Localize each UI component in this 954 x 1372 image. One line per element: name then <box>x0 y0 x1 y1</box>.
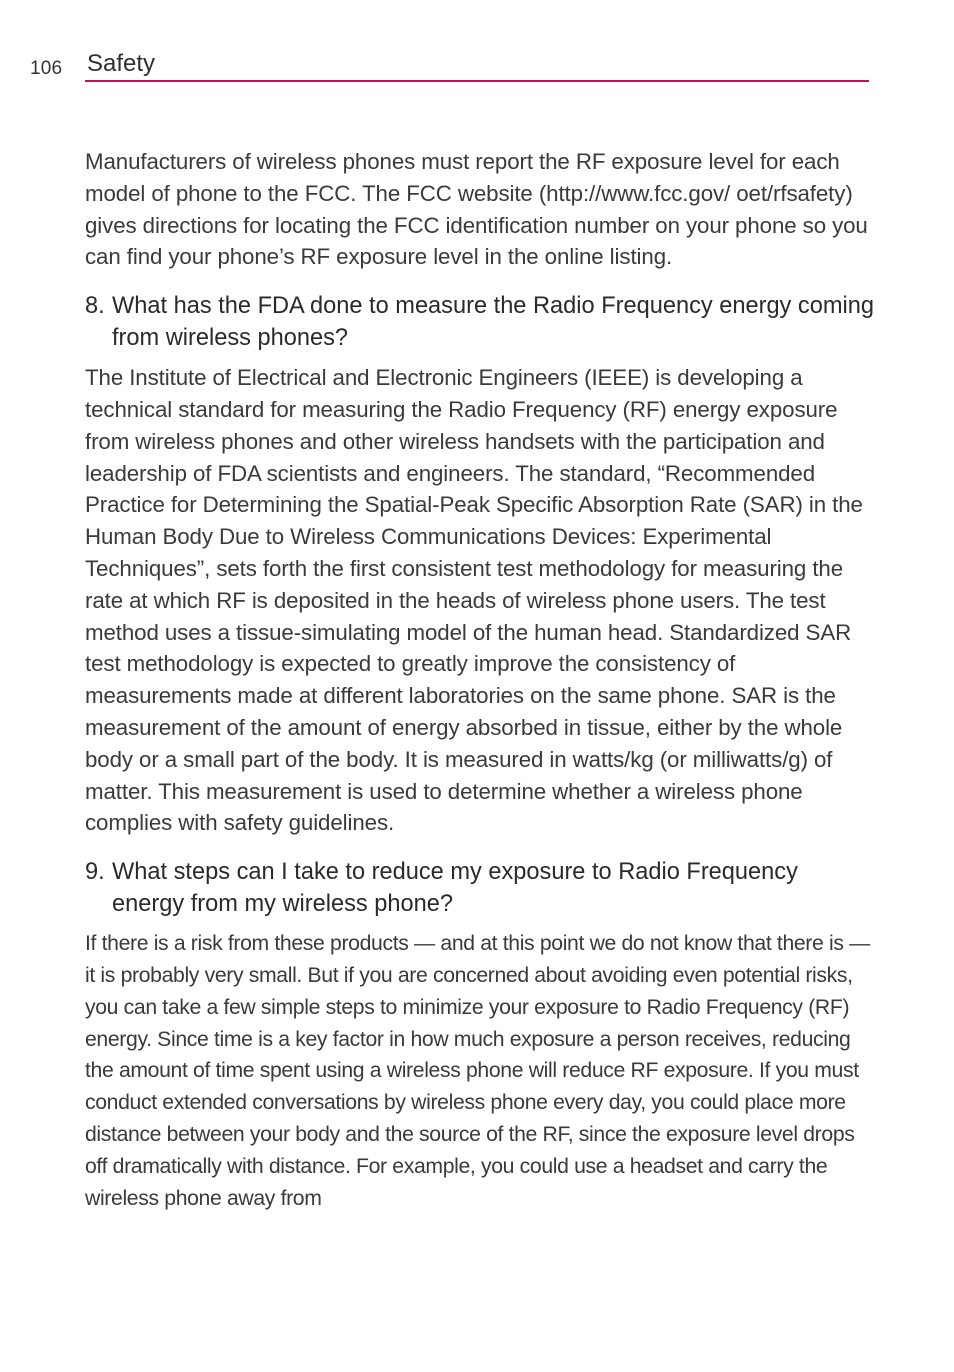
question-8-number: 8. <box>85 293 105 320</box>
question-8-text: What has the FDA done to measure the Radio Frequency energy coming from wireless phones? <box>112 293 874 352</box>
page-body <box>85 146 875 1214</box>
intro-paragraph: Manufacturers of wireless phones must report the RF exposure level for each model of phone to the FCC. The FCC website (http://www.fcc.gov/ oet/rfsafety) gives directions for locating the FCC identification number on your phone so you can find your phone’s RF exposure level in the online listing. <box>85 149 868 270</box>
question-8-heading <box>85 290 875 354</box>
answer-9-paragraph: If there is a risk from these products — and at this point we do not know that there is — it is probably very small. But if you are concerned about avoiding even potential risks, you can take a few simple steps to minimize your exposure to Radio Frequency (RF) energy. Since time is a key factor in how much exposure a person receives, reducing the amount of time spent using a wireless phone will reduce RF exposure. If you must conduct extended conversations by wireless phone every day, you could place more distance between your body and the source of the RF, since the exposure level drops off dramatically with distance. For example, you could use a headset and carry the wireless phone away from <box>85 932 870 1210</box>
header-divider <box>85 80 869 82</box>
page-number: 106 <box>30 58 63 79</box>
question-9-number: 9. <box>85 859 105 886</box>
question-9-text: What steps can I take to reduce my exposure to Radio Frequency energy from my wireless phone? <box>112 859 798 918</box>
question-9-heading <box>85 856 875 920</box>
answer-8-paragraph: The Institute of Electrical and Electronic Engineers (IEEE) is developing a technical standard for measuring the Radio Frequency (RF) energy exposure from wireless phones and other wireless handsets with the participation and leadership of FDA scientists and engineers. The standard, “Recommended Practice for Determining the Spatial-Peak Specific Absorption Rate (SAR) in the Human Body Due to Wireless Communications Devices: Experimental Techniques”, sets forth the first consistent test methodology for measuring the rate at which RF is deposited in the heads of wireless phone users. The test method uses a tissue-simulating model of the human head. Standardized SAR test methodology is expected to greatly improve the consistency of measurements made at different laboratories on the same phone. SAR is the measurement of the amount of energy absorbed in tissue, either by the whole body or a small part of the body. It is measured in watts/kg (or milliwatts/g) of matter. This measurement is used to determine whether a wireless phone complies with safety guidelines. <box>85 365 863 836</box>
section-title: Safety <box>87 50 156 77</box>
